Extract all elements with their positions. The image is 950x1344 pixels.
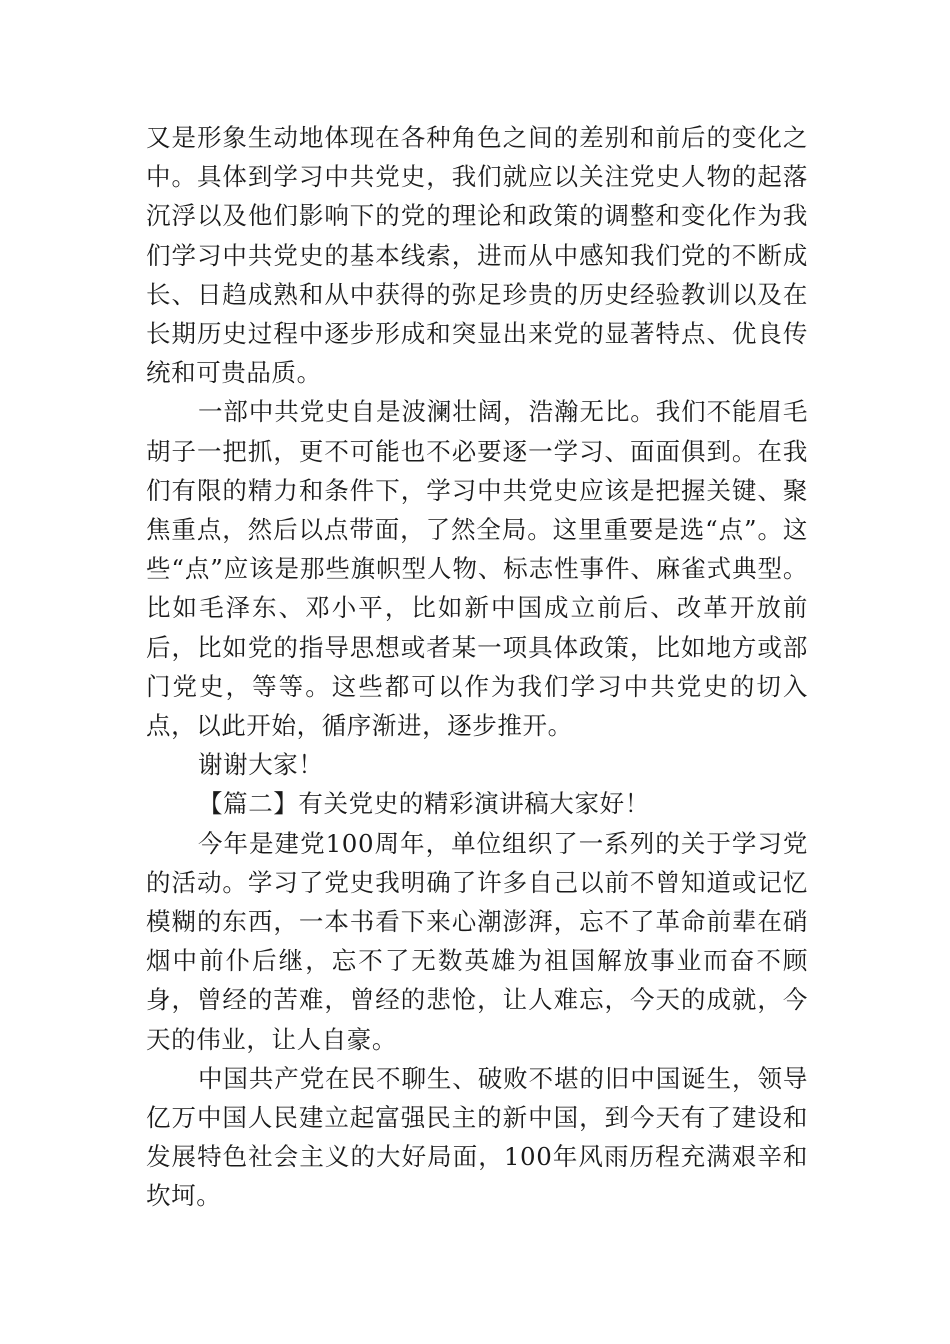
paragraph-centenary: 今年是建党100周年，单位组织了一系列的关于学习党的活动。学习了党史我明确了许多自己以前不曾知道或记忆模糊的东西，一本书看下来心潮澎湃，忘不了革命前辈在硝烟中前仆后继，忘不了无数英雄为祖国解放事业而奋不顾身，曾经的苦难，曾经的悲怆，让人难忘，今天的成就，今天的伟业，让人自豪。	[146, 828, 808, 1054]
paragraph-continuation: 又是形象生动地体现在各种角色之间的差别和前后的变化之中。具体到学习中共党史，我们就应以关注党史人物的起落沉浮以及他们影响下的党的理论和政策的调整和变化作为我们学习中共党史的基本线索，进而从中感知我们党的不断成长、日趋成熟和从中获得的弥足珍贵的历史经验教训以及在长期历史过程中逐步形成和突显出来党的显著特点、优良传统和可贵品质。	[146, 123, 808, 388]
paragraph-thanks: 谢谢大家！	[198, 750, 324, 780]
paragraph-party-history-focus: 一部中共党史自是波澜壮阔，浩瀚无比。我们不能眉毛胡子一把抓，更不可能也不必要逐一学习、面面俱到。在我们有限的精力和条件下，学习中共党史应该是把握关键、聚焦重点，然后以点带面，了然全局。这里重要是选“点”。这些“点”应该是那些旗帜型人物、标志性事件、麻雀式典型。比如毛泽东、邓小平，比如新中国成立前后、改革开放前后，比如党的指导思想或者某一项具体政策，比如地方或部门党史，等等。这些都可以作为我们学习中共党史的切入点，以此开始，循序渐进，逐步推开。	[146, 397, 808, 741]
document-body	[146, 118, 808, 1216]
section-heading-part-two: 【篇二】有关党史的精彩演讲稿大家好！	[198, 789, 650, 819]
paragraph-party-founding: 中国共产党在民不聊生、破败不堪的旧中国诞生，领导亿万中国人民建立起富强民主的新中国，到今天有了建设和发展特色社会主义的大好局面，100年风雨历程充满艰辛和坎坷。	[146, 1063, 808, 1211]
